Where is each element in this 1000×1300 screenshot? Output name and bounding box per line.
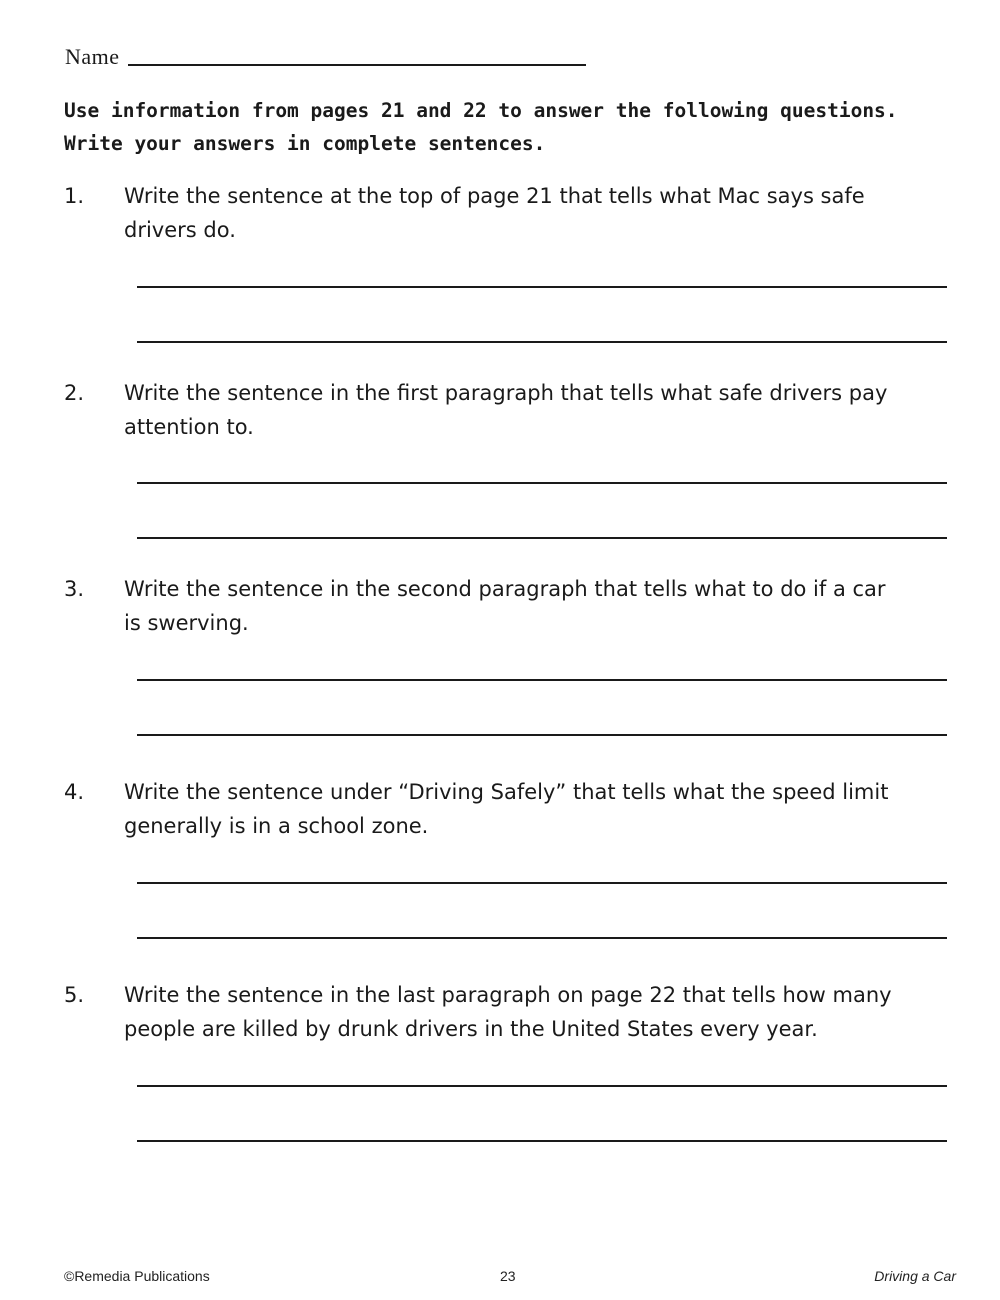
name-row xyxy=(65,44,586,70)
footer-title: Driving a Car xyxy=(874,1268,956,1284)
answer-line-2[interactable] xyxy=(137,937,947,939)
answer-line-2[interactable] xyxy=(137,1140,947,1142)
question-text xyxy=(124,775,954,843)
question-number: 3. xyxy=(64,577,85,601)
question-text-line-2: people are killed by drunk drivers in the United States every year. xyxy=(124,1017,818,1041)
question-number: 2. xyxy=(64,381,85,405)
footer-page-number: 23 xyxy=(500,1268,516,1284)
question-text-line-2: drivers do. xyxy=(124,218,236,242)
name-label: Name xyxy=(65,44,120,69)
question-text xyxy=(124,572,954,640)
question-text-line-1: Write the sentence at the top of page 21 that tells what Mac says safe xyxy=(124,184,865,208)
question-text-line-2: is swerving. xyxy=(124,611,249,635)
question-text xyxy=(124,376,954,444)
instructions-line-1: Use information from pages 21 and 22 to answer the following questions. xyxy=(64,99,898,122)
answer-line-1[interactable] xyxy=(137,1085,947,1087)
question-text-line-1: Write the sentence under “Driving Safely” that tells what the speed limit xyxy=(124,780,889,804)
question-text xyxy=(124,978,954,1046)
instructions-line-2: Write your answers in complete sentences. xyxy=(64,132,546,155)
answer-line-2[interactable] xyxy=(137,734,947,736)
question-text-line-2: attention to. xyxy=(124,415,254,439)
instructions xyxy=(64,94,964,160)
question-text-line-2: generally is in a school zone. xyxy=(124,814,429,838)
footer-publisher: ©Remedia Publications xyxy=(64,1268,210,1284)
answer-line-1[interactable] xyxy=(137,679,947,681)
question-number: 5. xyxy=(64,983,85,1007)
question-number: 4. xyxy=(64,780,85,804)
question-text xyxy=(124,179,954,247)
answer-line-2[interactable] xyxy=(137,537,947,539)
question-text-line-1: Write the sentence in the last paragraph on page 22 that tells how many xyxy=(124,983,892,1007)
answer-line-1[interactable] xyxy=(137,286,947,288)
answer-line-1[interactable] xyxy=(137,482,947,484)
question-text-line-1: Write the sentence in the first paragraph that tells what safe drivers pay xyxy=(124,381,888,405)
question-text-line-1: Write the sentence in the second paragraph that tells what to do if a car xyxy=(124,577,886,601)
question-number: 1. xyxy=(64,184,85,208)
answer-line-1[interactable] xyxy=(137,882,947,884)
answer-line-2[interactable] xyxy=(137,341,947,343)
name-blank-line[interactable] xyxy=(128,63,586,66)
